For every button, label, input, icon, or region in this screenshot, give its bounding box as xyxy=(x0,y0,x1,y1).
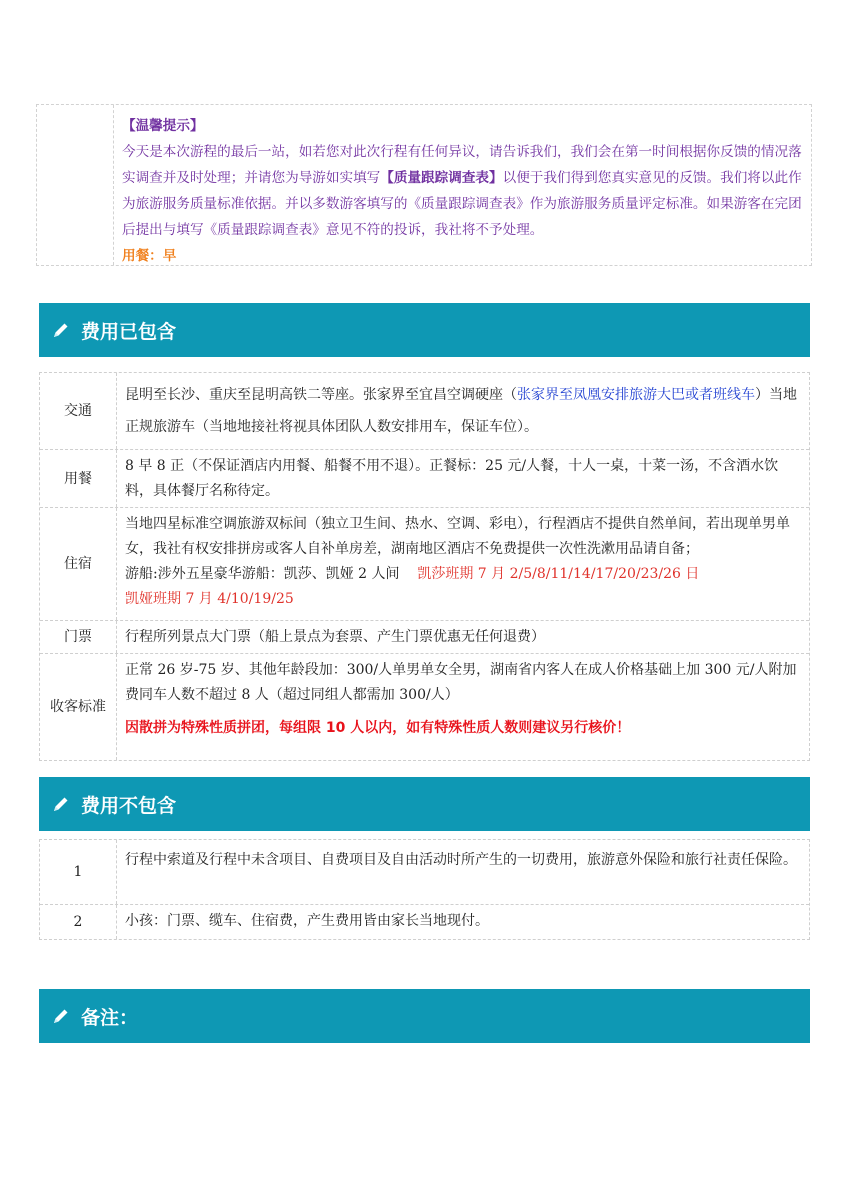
row-label-lodging: 住宿 xyxy=(40,508,117,620)
table-row xyxy=(40,654,809,760)
table-row xyxy=(40,373,809,450)
table-row xyxy=(40,621,809,654)
notice-left-cell xyxy=(37,105,114,265)
transport-bus-note: 张家界至凤凰安排旅游大巴或者班线车 xyxy=(517,387,755,403)
notice-content xyxy=(114,105,811,265)
notice-title: 【温馨提示】 xyxy=(122,118,204,134)
notice-meal: 用餐：早 xyxy=(122,248,177,264)
remarks-header xyxy=(39,989,810,1043)
row-content-lodging xyxy=(117,508,809,620)
included-table xyxy=(39,372,810,761)
excluded-title: 费用不包含 xyxy=(81,794,177,817)
lodging-schedule-kaiya: 凯娅班期 7 月 4/10/19/25 xyxy=(125,591,294,607)
table-row xyxy=(40,450,809,508)
table-row xyxy=(40,840,809,905)
lodging-text: 当地四星标准空调旅游双标间（独立卫生间、热水、空调、彩电），行程酒店不提供自然单间，若出现单男单女，我社有权安排拼房或客人自补单房差，湖南地区酒店不免费提供一次性洗漱用品请自备； xyxy=(125,516,790,557)
row-label-meals: 用餐 xyxy=(40,450,117,507)
included-header xyxy=(39,303,810,357)
criteria-warning: 因散拼为特殊性质拼团，每组限 10 人以内，如有特殊性质人数则建议另行核价！ xyxy=(125,720,631,736)
row-content-criteria xyxy=(117,654,809,760)
transport-text-2: ）当地正规旅游车（当地地接社将视具体团队人数安排用车，保证车位）。 xyxy=(125,387,797,435)
row-label-tickets: 门票 xyxy=(40,621,117,653)
remarks-title: 备注： xyxy=(81,1006,139,1029)
pencil-icon xyxy=(51,1006,71,1026)
notice-body xyxy=(122,139,805,243)
row-label-criteria: 收客标准 xyxy=(40,654,117,760)
pencil-icon xyxy=(51,794,71,814)
lodging-cruise: 游船:涉外五星豪华游船：凯莎、凯娅 2 人间 xyxy=(125,566,400,582)
travel-notice xyxy=(36,104,812,266)
excluded-header xyxy=(39,777,810,831)
row-content-transport xyxy=(117,373,809,449)
transport-text-1: 昆明至长沙、重庆至昆明高铁二等座。张家界至宜昌空调硬座（ xyxy=(125,387,517,403)
pencil-icon xyxy=(51,320,71,340)
row-content-2: 小孩：门票、缆车、住宿费，产生费用皆由家长当地现付。 xyxy=(125,913,489,929)
table-row xyxy=(40,905,809,939)
row-content-1: 行程中索道及行程中未含项目、自费项目及自由活动时所产生的一切费用，旅游意外保险和旅行社责任保险。 xyxy=(125,852,797,868)
included-title: 费用已包含 xyxy=(81,320,177,343)
row-content-meals: 8 早 8 正（不保证酒店内用餐、船餐不用不退）。正餐标：25 元/人餐，十人一桌，十菜一汤，不含酒水饮料，具体餐厅名称待定。 xyxy=(125,458,779,499)
notice-line-1: 今天是本次游程的最后一站，如若您对此次行程有任何异议，请告诉我们，我们会在第一时间根据你反馈的情况落实调查并及时处理；并请您为导游如实填写 xyxy=(122,144,802,186)
lodging-schedule-kaisha: 凯莎班期 7 月 2/5/8/11/14/17/20/23/26 日 xyxy=(417,566,700,582)
notice-line-2: 以便于我们得到您真实意见的反馈。我们将以此作为旅游服务质量标准依据。并以多数游客填写的《质量跟踪调查表》作为旅游服务质量评定标准。如果游客在完团后提出与填写《质量跟踪调查表》意见不符的投诉，我社将不予处理。 xyxy=(122,170,802,238)
excluded-table xyxy=(39,839,810,940)
row-label-2: 2 xyxy=(40,905,117,939)
row-label-transport: 交通 xyxy=(40,373,117,449)
row-content-tickets: 行程所列景点大门票（船上景点为套票、产生门票优惠无任何退费） xyxy=(125,629,545,645)
row-label-1: 1 xyxy=(40,840,117,904)
criteria-text: 正常 26 岁-75 岁、其他年龄段加：300/人单男单女全男，湖南省内客人在成人价格基础上加 300 元/人附加费同车人数不超过 8 人（超过同组人都需加 300/人） xyxy=(125,662,797,703)
notice-form-name: 【质量跟踪调查表】 xyxy=(380,170,503,186)
table-row xyxy=(40,508,809,621)
